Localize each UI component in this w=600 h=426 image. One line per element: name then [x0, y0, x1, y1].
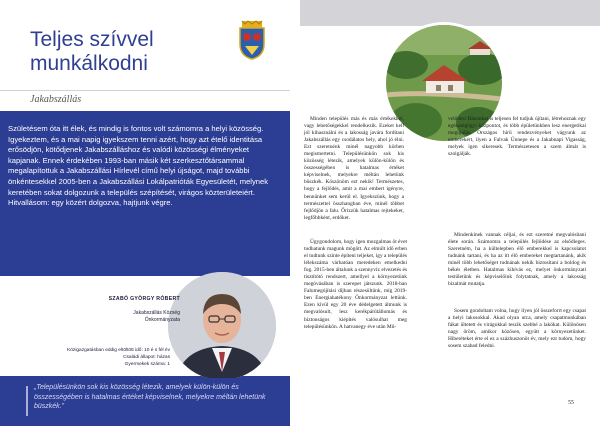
stats-box: [10, 347, 170, 368]
portrait-icon: [168, 272, 276, 380]
paragraph: Ügygondolom, hogy igen mozgalmas öt évet tudhatunk magunk mögött. Az elmúlt idő erben el tudtunk szinte építeni teljeket, így a település lélekszáma várhatóan meredeken emelkedni fog. 2015-ben általunk a szennyvíz elvezetés és tisztítótó rendszert, amellyel a környezetünk megóvásában is szerepet játszunk. 2018-ban Falumegújítási díjban részesültünk, míg 2019-ben Energiahatékony Önkormányzat lettünk. Ezen kívül egy 20 éve dédelgetett álmunk is megvalósult, lesz kerékpárútállomás és biztonságos kiépítés valósulhat meg településünkön. A hatvanegy éve után Mű-: [304, 239, 408, 330]
page-title: Teljes szívvel munkálkodni: [30, 28, 154, 75]
stat-line: Családi állapot: házas: [123, 355, 170, 360]
article-column-2b: [448, 232, 586, 291]
section-label: Jakabszállás: [30, 94, 82, 105]
stat-line: Gyermekek száma: 1: [124, 362, 170, 367]
paragraph: Sosem gondoltam volna, hogy ilyen jól összeforrt egy csapat a helyi lakosokkal. Akad olyan utca, amely csapatmunkában fákat ültetett és virágokkal teszik szebbé a lakókat. Különösen nagy öröm, amikor közösen, együtt a környezetünket. Hiberéteket érte el ez a százhuszonöt év, mely ezt tudom, hogy sosem szabad feledni.: [448, 308, 586, 350]
paragraph: Mindenkinek vannak céljai, és ezt szeretné megvalósítani élete során. Számomra a település fejlődése az elsődleges. Szeretném, ha a kültelepben élő emberekkel is kapcsolatot tudnánk tartani, és ha az itt élő embereket megtartanánk, akik minél több lehetőséget tudnának nekik biztosítani a boldog és békés életben. Hatalmas kihívás ez, melyet önkormányzati testületünk és képviselőink folytatnak, amely a lakosság bizalmát mutatja.: [448, 232, 586, 288]
article-column-2c: [448, 308, 586, 353]
article-column-1b: [304, 239, 407, 334]
page-number: 55: [568, 400, 574, 406]
intro-text: Születésem óta itt élek, és mindig is fontos volt számomra a helyi közösség. Igyekeztem, és a mai napig igyekszem tenni azért, hogy azt ételő identitása erősödjön, kötődjenek Jakabszálláshoz és valódi közösségi élményeket kapjanak. Ennek érdekében 1993-ban másik két szerkesztőtársammal megalapítottuk a Jakabszállási Hírlevél című helyi újságot, majd további önkéntesekkel 2005-ben a Jakabszállási Lokálpatrióták Egyesületét, melynek keretében sokat dolgozunk a település szépítését, virágos közterületeiért. Hitvallásom: egy közért dolgozva, hajtjunk végre.: [8, 124, 269, 208]
mayor-portrait: [168, 272, 276, 380]
stat-line: Közigazgatásban eddig eltöltött idő: 10 é s fél év: [67, 348, 170, 353]
quote-bar: [26, 386, 28, 416]
pull-quote: „Településünkön sok kis közösség létezik, amelyek külön-külön és összességében is hatalmas értéket képviselnek, melyekre méltán lehetünk büszkék.”: [34, 384, 266, 411]
article-column-1: [304, 116, 404, 225]
signature-role: Jakabszállás Község Önkormányzata: [133, 310, 180, 323]
article-column-2: [448, 116, 586, 161]
paragraph: Minden település más és más értékekkel, vagy lehetőségekkel rendelkezik. Ezeket kell jól kihasználni és a lakosság javára fordítani Jakabszállás egy csodálatos hely, ahol jó élni. Ezt szeretnénk minél nagyobb körben megismertetni. Településünkön sok kis közösség létezik, amelyek külön-külön és összességében is hatalmas értéket képviselnek, melyekre méltán lehetünk büszkék. Köszönöm ezt nekik! Természetes, hogy a fejlődés, amit a mai embert igényre, bennünket sem kerül el. Igyekszünk, hogy a természettel összhangban éve, minél többet fejlődjön a falu. Őrizzük hatalmas rejtekeket, legfőbbként, erdőket.: [304, 116, 404, 221]
paragraph: velődési Házunkat is teljesen fel tudjuk újítani, létrehoznak egy egészségügyi központot, és több épületünkben lesz energetikai megújulás. Országos hírű rendezvényeket vágyunk az emberekért, ilyen a Falvak Ünnepe és a Jakabnapi Vigasság, melyek igen sikeresek. Természetesen a szem álmát is szolgálják.: [448, 116, 586, 158]
coat-of-arms-icon: [237, 20, 267, 60]
signature-name: SZABÓ GYÖRGY RÓBERT: [108, 296, 180, 302]
